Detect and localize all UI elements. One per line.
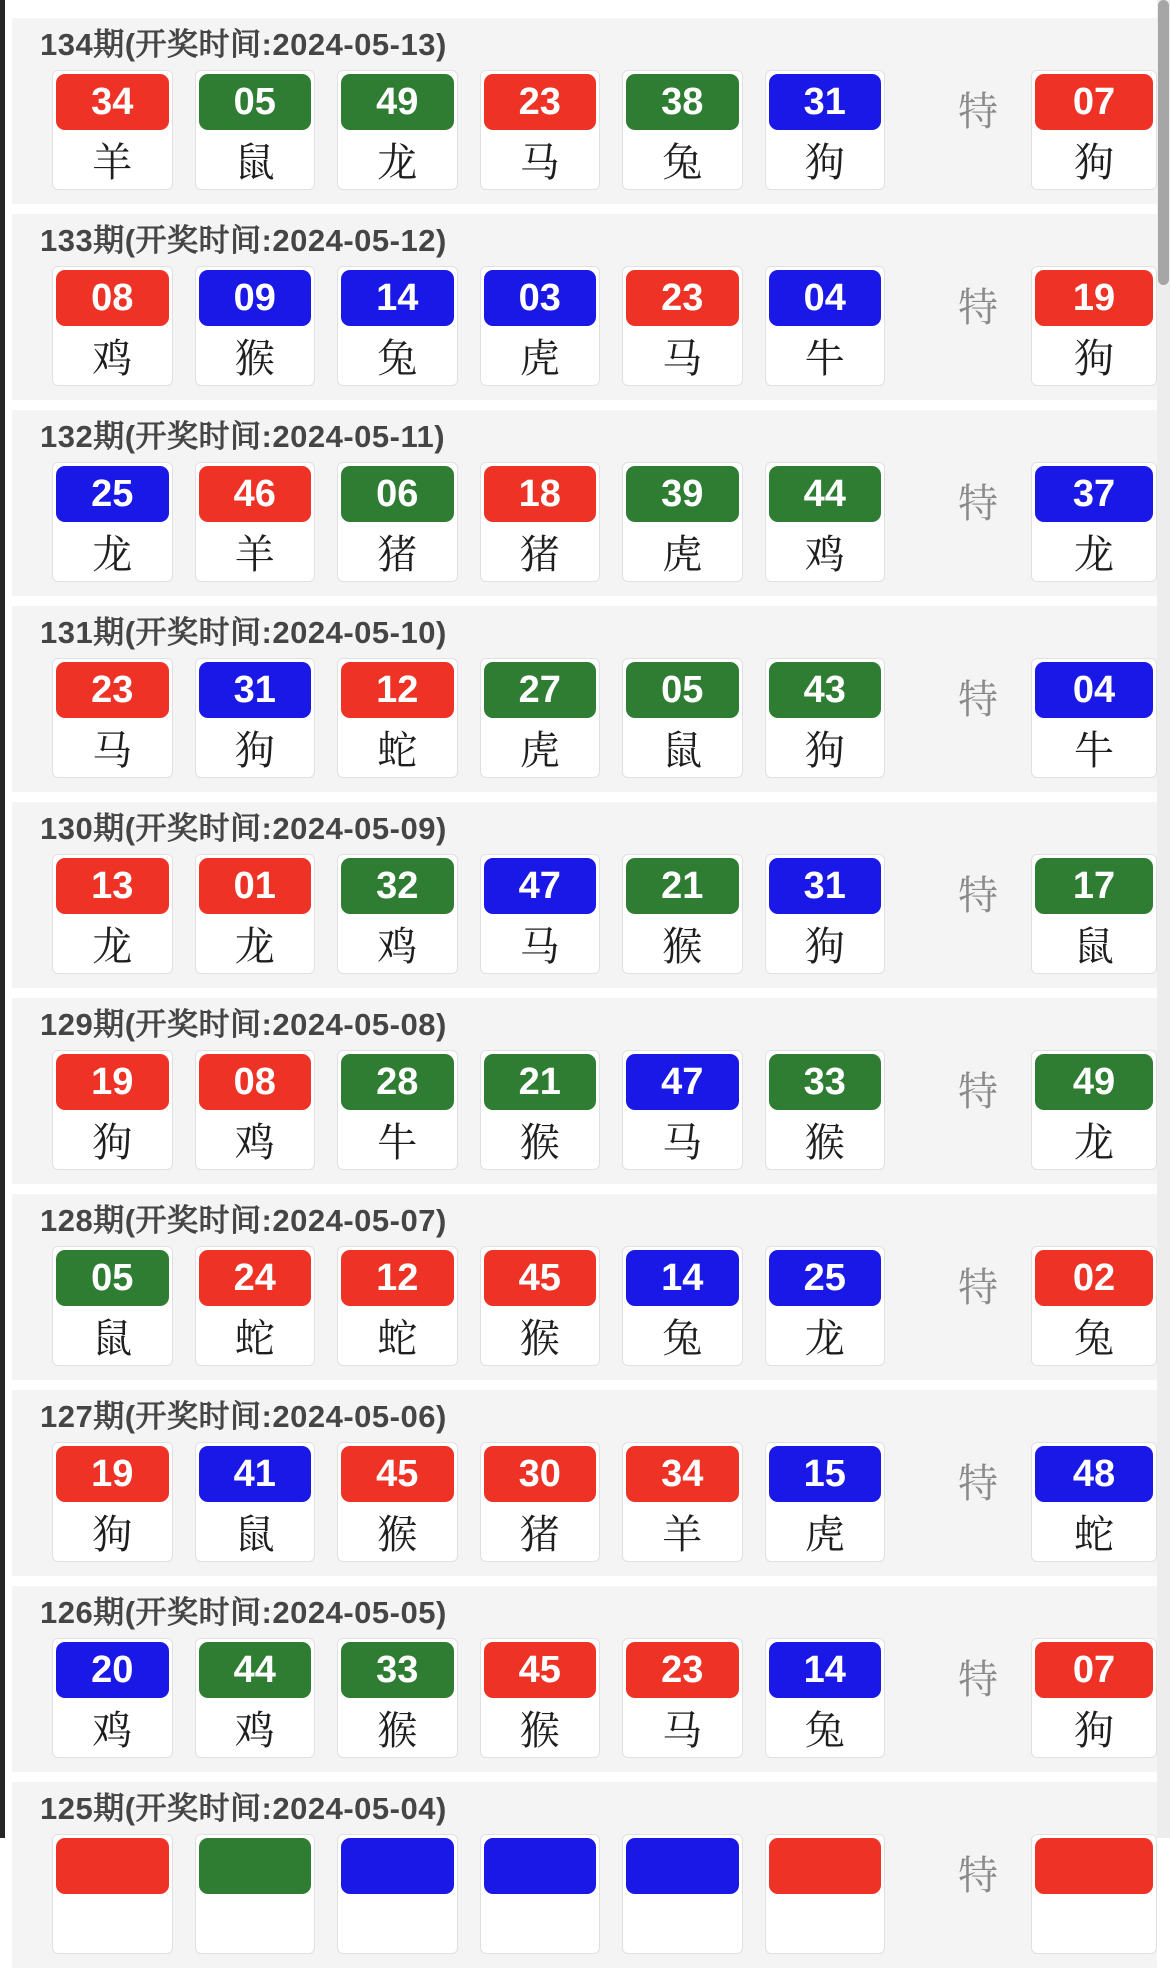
- zodiac-label: 龙: [1074, 532, 1115, 577]
- ball-number: 46: [199, 466, 312, 522]
- ball-number: 14: [341, 270, 454, 326]
- ball-number: 03: [484, 270, 597, 326]
- zodiac-label: 牛: [377, 1120, 418, 1165]
- ball-number: 48: [1035, 1446, 1153, 1502]
- zodiac-label: [1035, 1896, 1153, 1950]
- ball-number: 33: [341, 1642, 454, 1698]
- zodiac-label: 龙: [92, 532, 133, 577]
- special-marker-label: 特: [958, 678, 998, 722]
- ball-number: [769, 1838, 882, 1894]
- number-tile: [52, 266, 173, 386]
- number-tile: [765, 1246, 886, 1366]
- draw-period-header: 127期(开奖时间:2024-05-06): [40, 1399, 447, 1434]
- ball-number: 07: [1035, 1642, 1153, 1698]
- ball-number: 37: [1035, 466, 1153, 522]
- draw-period-header: 125期(开奖时间:2024-05-04): [40, 1791, 447, 1826]
- scrollbar-thumb[interactable]: [1158, 0, 1169, 285]
- number-tile: [195, 1834, 316, 1954]
- number-tile: [337, 658, 458, 778]
- draw-results-row: [12, 462, 1157, 582]
- zodiac-label: 猪: [519, 532, 560, 577]
- zodiac-label: 兔: [662, 140, 703, 185]
- number-tile: [622, 1834, 743, 1954]
- zodiac-label: 羊: [234, 532, 275, 577]
- number-tile: [52, 70, 173, 190]
- draw-results-row: [12, 854, 1157, 974]
- ball-number: 43: [769, 662, 882, 718]
- zodiac-label: 兔: [804, 1708, 845, 1753]
- ball-number: 23: [626, 270, 739, 326]
- number-tile: [480, 1834, 601, 1954]
- zodiac-label: 虎: [519, 728, 560, 773]
- zodiac-label: 鸡: [234, 1708, 275, 1753]
- ball-number: 31: [769, 858, 882, 914]
- number-tile: [52, 1246, 173, 1366]
- number-tile: [622, 1050, 743, 1170]
- ball-number: 18: [484, 466, 597, 522]
- ball-number: 15: [769, 1446, 882, 1502]
- page-left-edge-strip: [0, 0, 5, 1838]
- ball-number: [56, 1838, 169, 1894]
- ball-number: 27: [484, 662, 597, 718]
- ball-number: 19: [1035, 270, 1153, 326]
- number-tile: [195, 70, 316, 190]
- zodiac-label: 鸡: [92, 336, 133, 381]
- zodiac-label: 羊: [92, 140, 133, 185]
- draw-period-header: 129期(开奖时间:2024-05-08): [40, 1007, 447, 1042]
- zodiac-label: 兔: [377, 336, 418, 381]
- number-tile: [765, 1834, 886, 1954]
- ball-number: 05: [626, 662, 739, 718]
- number-tile: [337, 1834, 458, 1954]
- zodiac-label: 蛇: [377, 1316, 418, 1361]
- number-tile: [480, 462, 601, 582]
- draw-block-129: [12, 998, 1157, 1184]
- zodiac-label: 虎: [662, 532, 703, 577]
- ball-number: [626, 1838, 739, 1894]
- ball-number: 47: [484, 858, 597, 914]
- draw-period-header: 130期(开奖时间:2024-05-09): [40, 811, 447, 846]
- ball-number: 19: [56, 1446, 169, 1502]
- ball-number: [199, 1838, 312, 1894]
- zodiac-label: 鸡: [377, 924, 418, 969]
- ball-number: 28: [341, 1054, 454, 1110]
- zodiac-label: 马: [662, 336, 703, 381]
- draw-results-row: [12, 70, 1157, 190]
- special-marker-label: 特: [958, 1462, 998, 1506]
- draw-results-row: [12, 1050, 1157, 1170]
- draw-block-131: [12, 606, 1157, 792]
- ball-number: 31: [199, 662, 312, 718]
- number-tile: [52, 1442, 173, 1562]
- ball-number: 41: [199, 1446, 312, 1502]
- zodiac-label: 狗: [1074, 140, 1115, 185]
- draw-block-132: [12, 410, 1157, 596]
- number-tile: [195, 462, 316, 582]
- zodiac-label: 猴: [519, 1708, 560, 1753]
- ball-number: 44: [769, 466, 882, 522]
- number-tile: [480, 266, 601, 386]
- ball-number: 25: [56, 466, 169, 522]
- ball-number: 17: [1035, 858, 1153, 914]
- ball-number: 23: [56, 662, 169, 718]
- draw-block-134: [12, 18, 1157, 204]
- zodiac-label: 兔: [662, 1316, 703, 1361]
- zodiac-label: 猪: [519, 1512, 560, 1557]
- special-marker-label: 特: [958, 286, 998, 330]
- number-tile: [480, 1638, 601, 1758]
- zodiac-label: [56, 1896, 169, 1950]
- number-tile: [622, 70, 743, 190]
- zodiac-label: 马: [662, 1708, 703, 1753]
- special-number-tile: [1031, 1442, 1157, 1562]
- ball-number: 32: [341, 858, 454, 914]
- ball-number: 23: [626, 1642, 739, 1698]
- draw-block-126: [12, 1586, 1157, 1772]
- ball-number: 21: [626, 858, 739, 914]
- ball-number: 34: [56, 74, 169, 130]
- zodiac-label: 狗: [92, 1512, 133, 1557]
- ball-number: 14: [769, 1642, 882, 1698]
- zodiac-label: 马: [519, 140, 560, 185]
- zodiac-label: 蛇: [377, 728, 418, 773]
- ball-number: 45: [484, 1250, 597, 1306]
- number-tile: [195, 658, 316, 778]
- ball-number: 04: [1035, 662, 1153, 718]
- number-tile: [622, 1246, 743, 1366]
- number-tile: [765, 854, 886, 974]
- ball-number: 47: [626, 1054, 739, 1110]
- draw-period-header: 133期(开奖时间:2024-05-12): [40, 223, 447, 258]
- draw-block-128: [12, 1194, 1157, 1380]
- zodiac-label: 牛: [804, 336, 845, 381]
- ball-number: 05: [199, 74, 312, 130]
- ball-number: 09: [199, 270, 312, 326]
- special-number-tile: [1031, 854, 1157, 974]
- number-tile: [765, 1442, 886, 1562]
- zodiac-label: [626, 1896, 739, 1950]
- zodiac-label: 马: [519, 924, 560, 969]
- zodiac-label: 鼠: [234, 140, 275, 185]
- ball-number: 38: [626, 74, 739, 130]
- special-marker-label: 特: [958, 482, 998, 526]
- zodiac-label: 虎: [804, 1512, 845, 1557]
- draw-results-row: [12, 1442, 1157, 1562]
- ball-number: 07: [1035, 74, 1153, 130]
- zodiac-label: 蛇: [234, 1316, 275, 1361]
- zodiac-label: 鼠: [1074, 924, 1115, 969]
- number-tile: [622, 1442, 743, 1562]
- draw-list: [12, 18, 1157, 1978]
- number-tile: [52, 1834, 173, 1954]
- ball-number: 45: [341, 1446, 454, 1502]
- number-tile: [480, 1050, 601, 1170]
- zodiac-label: 猴: [234, 336, 275, 381]
- zodiac-label: [769, 1896, 882, 1950]
- number-tile: [337, 1442, 458, 1562]
- ball-number: 49: [341, 74, 454, 130]
- number-tile: [195, 266, 316, 386]
- number-tile: [337, 854, 458, 974]
- zodiac-label: 猪: [377, 532, 418, 577]
- special-number-tile: [1031, 462, 1157, 582]
- number-tile: [765, 658, 886, 778]
- zodiac-label: 鼠: [92, 1316, 133, 1361]
- ball-number: [484, 1838, 597, 1894]
- number-tile: [195, 1246, 316, 1366]
- ball-number: 33: [769, 1054, 882, 1110]
- ball-number: 24: [199, 1250, 312, 1306]
- zodiac-label: 龙: [1074, 1120, 1115, 1165]
- zodiac-label: 狗: [804, 924, 845, 969]
- special-number-tile: [1031, 1638, 1157, 1758]
- draw-period-header: 128期(开奖时间:2024-05-07): [40, 1203, 447, 1238]
- number-tile: [765, 70, 886, 190]
- zodiac-label: 狗: [234, 728, 275, 773]
- ball-number: 21: [484, 1054, 597, 1110]
- zodiac-label: [341, 1896, 454, 1950]
- draw-results-row: [12, 1246, 1157, 1366]
- number-tile: [765, 1050, 886, 1170]
- special-number-tile: [1031, 1834, 1157, 1954]
- ball-number: 02: [1035, 1250, 1153, 1306]
- ball-number: 04: [769, 270, 882, 326]
- zodiac-label: 狗: [804, 140, 845, 185]
- zodiac-label: 猴: [377, 1708, 418, 1753]
- number-tile: [337, 1246, 458, 1366]
- zodiac-label: [199, 1896, 312, 1950]
- special-marker-label: 特: [958, 874, 998, 918]
- draw-period-header: 134期(开奖时间:2024-05-13): [40, 27, 447, 62]
- number-tile: [622, 1638, 743, 1758]
- number-tile: [195, 1442, 316, 1562]
- ball-number: [1035, 1838, 1153, 1894]
- zodiac-label: 牛: [1074, 728, 1115, 773]
- number-tile: [337, 462, 458, 582]
- zodiac-label: 猴: [377, 1512, 418, 1557]
- ball-number: 19: [56, 1054, 169, 1110]
- zodiac-label: 狗: [1074, 1708, 1115, 1753]
- draw-results-row: [12, 658, 1157, 778]
- draw-results-row: [12, 266, 1157, 386]
- ball-number: 12: [341, 662, 454, 718]
- number-tile: [337, 266, 458, 386]
- number-tile: [52, 1050, 173, 1170]
- ball-number: 34: [626, 1446, 739, 1502]
- special-marker-label: 特: [958, 1658, 998, 1702]
- ball-number: 31: [769, 74, 882, 130]
- number-tile: [480, 1442, 601, 1562]
- number-tile: [337, 1050, 458, 1170]
- special-number-tile: [1031, 1050, 1157, 1170]
- ball-number: 45: [484, 1642, 597, 1698]
- ball-number: 23: [484, 74, 597, 130]
- ball-number: 01: [199, 858, 312, 914]
- zodiac-label: 羊: [662, 1512, 703, 1557]
- zodiac-label: 鼠: [234, 1512, 275, 1557]
- ball-number: [341, 1838, 454, 1894]
- zodiac-label: 龙: [377, 140, 418, 185]
- number-tile: [195, 854, 316, 974]
- special-number-tile: [1031, 658, 1157, 778]
- zodiac-label: [484, 1896, 597, 1950]
- special-number-tile: [1031, 266, 1157, 386]
- number-tile: [480, 854, 601, 974]
- zodiac-label: 龙: [92, 924, 133, 969]
- zodiac-label: 马: [662, 1120, 703, 1165]
- number-tile: [52, 462, 173, 582]
- ball-number: 12: [341, 1250, 454, 1306]
- number-tile: [52, 658, 173, 778]
- draw-block-133: [12, 214, 1157, 400]
- draw-block-125: [12, 1782, 1157, 1968]
- special-marker-label: 特: [958, 1266, 998, 1310]
- number-tile: [52, 1638, 173, 1758]
- zodiac-label: 鼠: [662, 728, 703, 773]
- special-number-tile: [1031, 70, 1157, 190]
- ball-number: 05: [56, 1250, 169, 1306]
- draw-period-header: 131期(开奖时间:2024-05-10): [40, 615, 447, 650]
- zodiac-label: 猴: [519, 1120, 560, 1165]
- special-marker-label: 特: [958, 1854, 998, 1898]
- number-tile: [765, 1638, 886, 1758]
- scrollbar-track[interactable]: [1157, 0, 1170, 1838]
- draw-results-row: [12, 1638, 1157, 1758]
- number-tile: [195, 1050, 316, 1170]
- zodiac-label: 虎: [519, 336, 560, 381]
- ball-number: 08: [56, 270, 169, 326]
- ball-number: 14: [626, 1250, 739, 1306]
- number-tile: [622, 854, 743, 974]
- number-tile: [765, 266, 886, 386]
- number-tile: [622, 462, 743, 582]
- zodiac-label: 鸡: [234, 1120, 275, 1165]
- zodiac-label: 蛇: [1074, 1512, 1115, 1557]
- ball-number: 30: [484, 1446, 597, 1502]
- number-tile: [622, 658, 743, 778]
- zodiac-label: 马: [92, 728, 133, 773]
- zodiac-label: 兔: [1074, 1316, 1115, 1361]
- zodiac-label: 鸡: [92, 1708, 133, 1753]
- number-tile: [480, 1246, 601, 1366]
- zodiac-label: 狗: [1074, 336, 1115, 381]
- special-number-tile: [1031, 1246, 1157, 1366]
- number-tile: [337, 70, 458, 190]
- number-tile: [480, 658, 601, 778]
- number-tile: [480, 70, 601, 190]
- zodiac-label: 猴: [519, 1316, 560, 1361]
- special-marker-label: 特: [958, 90, 998, 134]
- ball-number: 06: [341, 466, 454, 522]
- ball-number: 08: [199, 1054, 312, 1110]
- zodiac-label: 猴: [662, 924, 703, 969]
- special-marker-label: 特: [958, 1070, 998, 1114]
- zodiac-label: 狗: [92, 1120, 133, 1165]
- draw-results-row: [12, 1834, 1157, 1954]
- zodiac-label: 猴: [804, 1120, 845, 1165]
- draw-block-130: [12, 802, 1157, 988]
- zodiac-label: 狗: [804, 728, 845, 773]
- zodiac-label: 鸡: [804, 532, 845, 577]
- number-tile: [337, 1638, 458, 1758]
- draw-period-header: 126期(开奖时间:2024-05-05): [40, 1595, 447, 1630]
- number-tile: [765, 462, 886, 582]
- ball-number: 13: [56, 858, 169, 914]
- ball-number: 25: [769, 1250, 882, 1306]
- number-tile: [622, 266, 743, 386]
- zodiac-label: 龙: [234, 924, 275, 969]
- number-tile: [195, 1638, 316, 1758]
- ball-number: 49: [1035, 1054, 1153, 1110]
- ball-number: 39: [626, 466, 739, 522]
- draw-block-127: [12, 1390, 1157, 1576]
- zodiac-label: 龙: [804, 1316, 845, 1361]
- ball-number: 20: [56, 1642, 169, 1698]
- number-tile: [52, 854, 173, 974]
- ball-number: 44: [199, 1642, 312, 1698]
- draw-period-header: 132期(开奖时间:2024-05-11): [40, 419, 446, 454]
